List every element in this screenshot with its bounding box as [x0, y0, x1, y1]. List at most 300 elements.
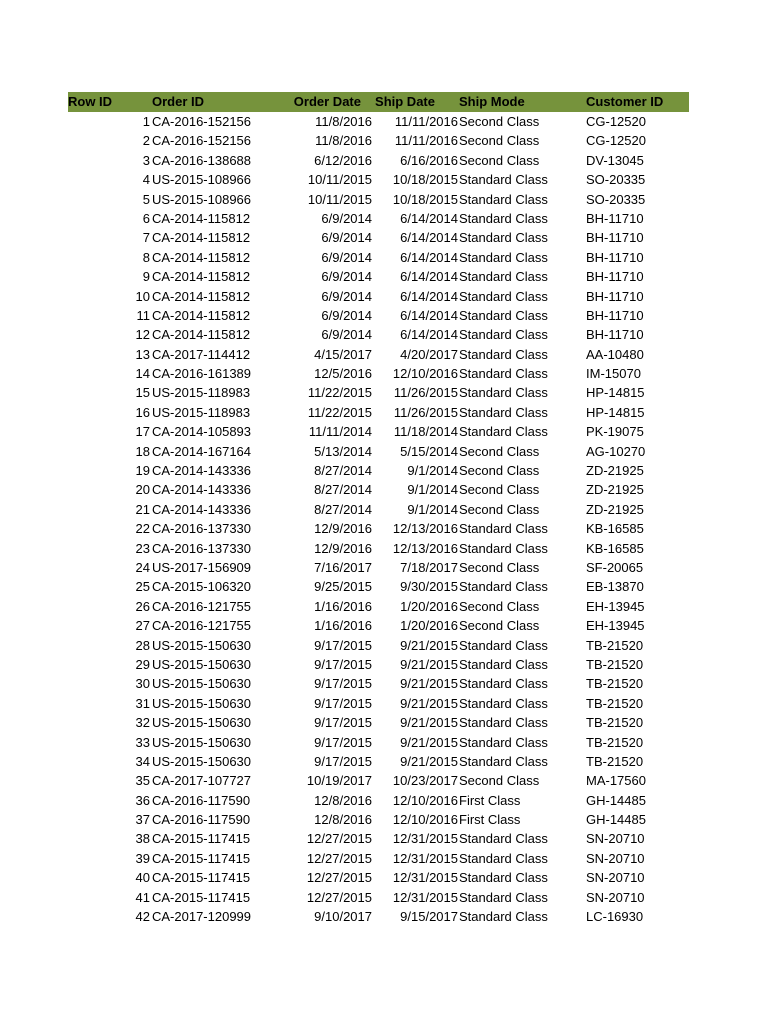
- order-date-cell[interactable]: 5/13/2014: [314, 443, 372, 459]
- row-id-cell[interactable]: 35: [135, 773, 150, 789]
- ship-mode-cell[interactable]: Standard Class: [459, 172, 548, 188]
- order-id-cell[interactable]: CA-2016-137330: [152, 521, 252, 537]
- row-id-cell[interactable]: 28: [135, 637, 150, 653]
- row-id-cell[interactable]: 20: [135, 482, 150, 498]
- table-row: [68, 383, 689, 402]
- order-id-cell[interactable]: CA-2014-115812: [152, 249, 251, 265]
- order-id-cell[interactable]: CA-2014-115812: [152, 307, 251, 323]
- order-date-cell[interactable]: 6/9/2014: [321, 230, 372, 246]
- customer-id-cell[interactable]: GH-14485: [586, 812, 646, 828]
- table-row: [68, 131, 689, 150]
- ship-mode-cell[interactable]: Second Class: [459, 559, 540, 575]
- order-date-cell[interactable]: 6/12/2016: [314, 152, 372, 168]
- ship-mode-cell[interactable]: Standard Class: [459, 288, 548, 304]
- row-id-cell[interactable]: 42: [135, 909, 150, 925]
- customer-id-cell[interactable]: BH-11710: [586, 269, 644, 285]
- customer-id-cell[interactable]: TB-21520: [586, 695, 644, 711]
- row-id-cell[interactable]: 22: [135, 521, 150, 537]
- customer-id-cell[interactable]: BH-11710: [586, 327, 644, 343]
- order-date-cell[interactable]: 10/19/2017: [306, 773, 372, 789]
- customer-id-cell[interactable]: BH-11710: [586, 288, 644, 304]
- order-id-cell[interactable]: US-2015-108966: [152, 172, 252, 188]
- order-id-cell[interactable]: US-2015-150630: [152, 695, 252, 711]
- table-row: [68, 345, 689, 364]
- row-id-cell[interactable]: 39: [135, 850, 150, 866]
- order-date-cell[interactable]: 9/17/2015: [314, 656, 372, 672]
- ship-mode-cell[interactable]: Standard Class: [459, 540, 548, 556]
- order-date-cell[interactable]: 11/11/2014: [308, 424, 372, 440]
- ship-mode-cell[interactable]: Standard Class: [459, 753, 548, 769]
- order-date-cell[interactable]: 6/9/2014: [321, 288, 372, 304]
- orders-table: [68, 92, 689, 926]
- ship-date-cell[interactable]: 11/26/2015: [393, 404, 458, 420]
- customer-id-cell[interactable]: GH-14485: [586, 792, 646, 808]
- order-date-cell[interactable]: 9/17/2015: [314, 715, 372, 731]
- row-id-cell[interactable]: 34: [135, 753, 150, 769]
- order-id-cell[interactable]: CA-2014-167164: [152, 443, 252, 459]
- order-id-cell[interactable]: CA-2014-143336: [152, 482, 252, 498]
- order-id-cell[interactable]: CA-2016-152156: [152, 114, 252, 129]
- ship-mode-cell[interactable]: First Class: [459, 812, 521, 828]
- order-date-cell[interactable]: 9/17/2015: [314, 753, 372, 769]
- order-id-cell[interactable]: CA-2014-115812: [152, 327, 251, 343]
- row-id-cell[interactable]: 33: [135, 734, 150, 750]
- ship-date-cell[interactable]: 12/13/2016: [392, 521, 458, 537]
- customer-id-cell[interactable]: EH-13945: [586, 598, 645, 614]
- order-date-cell[interactable]: 9/25/2015: [314, 579, 372, 595]
- order-date-cell[interactable]: 6/9/2014: [321, 249, 372, 265]
- order-date-cell[interactable]: 10/11/2015: [307, 172, 372, 188]
- customer-id-cell[interactable]: CG-12520: [586, 133, 646, 149]
- table-row: [68, 597, 689, 616]
- order-date-cell[interactable]: 11/22/2015: [307, 385, 372, 401]
- customer-id-cell[interactable]: CG-12520: [586, 114, 646, 129]
- order-id-cell[interactable]: CA-2016-121755: [152, 618, 252, 634]
- order-id-cell[interactable]: CA-2016-138688: [152, 152, 252, 168]
- row-id-cell[interactable]: 37: [135, 812, 150, 828]
- ship-mode-cell[interactable]: Standard Class: [459, 656, 548, 672]
- header-order-id[interactable]: Order ID: [152, 94, 205, 109]
- order-id-cell[interactable]: US-2015-118983: [152, 385, 251, 401]
- ship-mode-cell[interactable]: Standard Class: [459, 385, 548, 401]
- order-date-cell[interactable]: 12/5/2016: [314, 366, 372, 382]
- header-row-id[interactable]: Row ID: [68, 94, 113, 109]
- row-id-cell[interactable]: 23: [135, 540, 150, 556]
- row-id-cell[interactable]: 21: [135, 501, 150, 517]
- row-id-cell[interactable]: 8: [142, 249, 150, 265]
- ship-mode-cell[interactable]: Standard Class: [459, 307, 548, 323]
- order-date-cell[interactable]: 4/15/2017: [314, 346, 372, 362]
- ship-date-cell[interactable]: 10/18/2015: [392, 191, 458, 207]
- ship-mode-cell[interactable]: Second Class: [459, 618, 540, 634]
- table-row: [68, 480, 689, 499]
- table-row: [68, 907, 689, 926]
- ship-date-cell[interactable]: 10/18/2015: [392, 172, 458, 188]
- table-row: [68, 674, 689, 693]
- ship-date-cell[interactable]: 9/21/2015: [400, 676, 458, 692]
- row-id-cell[interactable]: 19: [135, 463, 150, 479]
- ship-mode-cell[interactable]: First Class: [459, 792, 521, 808]
- ship-date-cell[interactable]: 11/11/2016: [394, 133, 458, 149]
- row-id-cell[interactable]: 17: [135, 424, 150, 440]
- row-id-cell[interactable]: 4: [142, 172, 150, 188]
- customer-id-cell[interactable]: BH-11710: [586, 230, 644, 246]
- ship-date-cell[interactable]: 5/15/2014: [400, 443, 458, 459]
- ship-mode-cell[interactable]: Second Class: [459, 463, 540, 479]
- order-date-cell[interactable]: 9/17/2015: [314, 695, 372, 711]
- order-date-cell[interactable]: 12/9/2016: [314, 521, 372, 537]
- order-date-cell[interactable]: 8/27/2014: [314, 463, 372, 479]
- customer-id-cell[interactable]: MA-17560: [586, 773, 646, 789]
- order-id-cell[interactable]: CA-2015-117415: [152, 831, 251, 847]
- ship-mode-cell[interactable]: Standard Class: [459, 230, 548, 246]
- order-id-cell[interactable]: CA-2016-161389: [152, 366, 252, 382]
- ship-mode-cell[interactable]: Standard Class: [459, 424, 548, 440]
- table-row: [68, 461, 689, 480]
- customer-id-cell[interactable]: DV-13045: [586, 152, 644, 168]
- order-id-cell[interactable]: CA-2016-121755: [152, 598, 252, 614]
- table-row: [68, 364, 689, 383]
- order-date-cell[interactable]: 12/27/2015: [306, 850, 372, 866]
- ship-date-cell[interactable]: 11/26/2015: [393, 385, 458, 401]
- customer-id-cell[interactable]: HP-14815: [586, 404, 645, 420]
- ship-date-cell[interactable]: 10/23/2017: [392, 773, 458, 789]
- ship-mode-cell[interactable]: Standard Class: [459, 909, 548, 925]
- row-id-cell[interactable]: 18: [135, 443, 150, 459]
- customer-id-cell[interactable]: BH-11710: [586, 210, 644, 226]
- customer-id-cell[interactable]: TB-21520: [586, 676, 644, 692]
- ship-date-cell[interactable]: 1/20/2016: [400, 618, 458, 634]
- ship-mode-cell[interactable]: Standard Class: [459, 191, 548, 207]
- table-row: [68, 771, 689, 790]
- ship-date-cell[interactable]: 6/14/2014: [400, 269, 458, 285]
- header-order-date[interactable]: Order Date: [293, 94, 361, 109]
- order-date-cell[interactable]: 10/11/2015: [307, 191, 372, 207]
- order-date-cell[interactable]: 12/27/2015: [306, 889, 372, 905]
- ship-date-cell[interactable]: 7/18/2017: [400, 559, 458, 575]
- ship-date-cell[interactable]: 12/31/2015: [392, 831, 458, 847]
- order-date-cell[interactable]: 6/9/2014: [321, 210, 372, 226]
- order-id-cell[interactable]: US-2015-150630: [152, 637, 252, 653]
- order-date-cell[interactable]: 9/10/2017: [314, 909, 372, 925]
- customer-id-cell[interactable]: IM-15070: [586, 366, 641, 382]
- ship-mode-cell[interactable]: Second Class: [459, 482, 540, 498]
- order-date-cell[interactable]: 6/9/2014: [321, 269, 372, 285]
- ship-mode-cell[interactable]: Standard Class: [459, 831, 548, 847]
- customer-id-cell[interactable]: PK-19075: [586, 424, 644, 440]
- table-row: [68, 170, 689, 189]
- row-id-cell[interactable]: 5: [142, 191, 150, 207]
- order-date-cell[interactable]: 8/27/2014: [314, 501, 372, 517]
- table-row: [68, 403, 689, 422]
- customer-id-cell[interactable]: ZD-21925: [586, 501, 644, 517]
- table-row: [68, 228, 689, 247]
- order-date-cell[interactable]: 9/17/2015: [314, 734, 372, 750]
- row-id-cell[interactable]: 12: [135, 327, 150, 343]
- customer-id-cell[interactable]: SN-20710: [586, 870, 645, 886]
- ship-date-cell[interactable]: 9/1/2014: [407, 501, 458, 517]
- table-row: [68, 539, 689, 558]
- customer-id-cell[interactable]: BH-11710: [586, 307, 644, 323]
- table-row: [68, 888, 689, 907]
- table-body: [68, 112, 689, 926]
- ship-mode-cell[interactable]: Standard Class: [459, 715, 548, 731]
- order-id-cell[interactable]: CA-2016-117590: [152, 792, 251, 808]
- customer-id-cell[interactable]: ZD-21925: [586, 482, 644, 498]
- customer-id-cell[interactable]: BH-11710: [586, 249, 644, 265]
- order-date-cell[interactable]: 9/17/2015: [314, 637, 372, 653]
- ship-mode-cell[interactable]: Standard Class: [459, 850, 548, 866]
- table-row: [68, 151, 689, 170]
- ship-mode-cell[interactable]: Second Class: [459, 152, 540, 168]
- customer-id-cell[interactable]: TB-21520: [586, 753, 644, 769]
- order-id-cell[interactable]: US-2015-150630: [152, 753, 252, 769]
- table-row: [68, 577, 689, 596]
- row-id-cell[interactable]: 14: [135, 366, 150, 382]
- table-row: [68, 558, 689, 577]
- ship-date-cell[interactable]: 9/21/2015: [400, 656, 458, 672]
- order-id-cell[interactable]: CA-2015-117415: [152, 889, 251, 905]
- table-row: [68, 112, 689, 131]
- row-id-cell[interactable]: 1: [142, 114, 150, 129]
- customer-id-cell[interactable]: SN-20710: [586, 831, 645, 847]
- table-row: [68, 791, 689, 810]
- ship-date-cell[interactable]: 12/10/2016: [392, 792, 458, 808]
- order-id-cell[interactable]: CA-2014-115812: [152, 230, 251, 246]
- table-row: [68, 829, 689, 848]
- ship-date-cell[interactable]: 6/14/2014: [400, 210, 458, 226]
- customer-id-cell[interactable]: SO-20335: [586, 191, 646, 207]
- customer-id-cell[interactable]: KB-16585: [586, 540, 644, 556]
- order-id-cell[interactable]: US-2015-150630: [152, 676, 252, 692]
- customer-id-cell[interactable]: TB-21520: [586, 734, 644, 750]
- ship-date-cell[interactable]: 9/21/2015: [400, 715, 458, 731]
- order-id-cell[interactable]: US-2017-156909: [152, 559, 252, 575]
- ship-date-cell[interactable]: 6/16/2016: [400, 152, 458, 168]
- row-id-cell[interactable]: 38: [135, 831, 150, 847]
- ship-mode-cell[interactable]: Standard Class: [459, 579, 548, 595]
- order-date-cell[interactable]: 1/16/2016: [314, 598, 372, 614]
- order-date-cell[interactable]: 1/16/2016: [314, 618, 372, 634]
- table-row: [68, 810, 689, 829]
- order-id-cell[interactable]: CA-2015-106320: [152, 579, 252, 595]
- ship-date-cell[interactable]: 12/31/2015: [392, 870, 458, 886]
- row-id-cell[interactable]: 24: [135, 559, 150, 575]
- order-date-cell[interactable]: 11/22/2015: [307, 404, 372, 420]
- ship-date-cell[interactable]: 9/15/2017: [400, 909, 458, 925]
- ship-date-cell[interactable]: 9/21/2015: [400, 637, 458, 653]
- table-row: [68, 422, 689, 441]
- customer-id-cell[interactable]: SN-20710: [586, 850, 645, 866]
- order-id-cell[interactable]: CA-2014-115812: [152, 210, 251, 226]
- row-id-cell[interactable]: 2: [142, 133, 150, 149]
- order-date-cell[interactable]: 12/8/2016: [314, 812, 372, 828]
- ship-mode-cell[interactable]: Standard Class: [459, 695, 548, 711]
- ship-mode-cell[interactable]: Standard Class: [459, 676, 548, 692]
- row-id-cell[interactable]: 9: [142, 269, 150, 285]
- ship-date-cell[interactable]: 9/1/2014: [407, 463, 458, 479]
- row-id-cell[interactable]: 25: [135, 579, 150, 595]
- customer-id-cell[interactable]: LC-16930: [586, 909, 644, 925]
- order-date-cell[interactable]: 12/9/2016: [314, 540, 372, 556]
- ship-mode-cell[interactable]: Second Class: [459, 443, 540, 459]
- ship-mode-cell[interactable]: Standard Class: [459, 734, 548, 750]
- table-row: [68, 519, 689, 538]
- table-row: [68, 287, 689, 306]
- row-id-cell[interactable]: 29: [135, 656, 150, 672]
- ship-date-cell[interactable]: 12/31/2015: [392, 889, 458, 905]
- row-id-cell[interactable]: 3: [142, 152, 150, 168]
- ship-date-cell[interactable]: 6/14/2014: [400, 307, 458, 323]
- table-row: [68, 190, 689, 209]
- row-id-cell[interactable]: 40: [135, 870, 150, 886]
- order-date-cell[interactable]: 7/16/2017: [314, 559, 372, 575]
- order-date-cell[interactable]: 9/17/2015: [314, 676, 372, 692]
- ship-mode-cell[interactable]: Second Class: [459, 598, 540, 614]
- header-ship-date[interactable]: Ship Date: [375, 94, 435, 109]
- table-row: [68, 713, 689, 732]
- customer-id-cell[interactable]: HP-14815: [586, 385, 645, 401]
- table-row: [68, 868, 689, 887]
- row-id-cell[interactable]: 27: [135, 618, 150, 634]
- row-id-cell[interactable]: 30: [135, 676, 150, 692]
- customer-id-cell[interactable]: ZD-21925: [586, 463, 644, 479]
- ship-date-cell[interactable]: 9/30/2015: [400, 579, 458, 595]
- customer-id-cell[interactable]: EB-13870: [586, 579, 644, 595]
- order-id-cell[interactable]: CA-2015-117415: [152, 850, 251, 866]
- customer-id-cell[interactable]: SO-20335: [586, 172, 646, 188]
- header-ship-mode[interactable]: Ship Mode: [459, 94, 525, 109]
- row-id-cell[interactable]: 6: [142, 210, 150, 226]
- order-id-cell[interactable]: CA-2016-137330: [152, 540, 252, 556]
- ship-date-cell[interactable]: 1/20/2016: [400, 598, 458, 614]
- customer-id-cell[interactable]: AG-10270: [586, 443, 646, 459]
- customer-id-cell[interactable]: AA-10480: [586, 346, 644, 362]
- order-id-cell[interactable]: CA-2014-115812: [152, 288, 251, 304]
- table-row: [68, 306, 689, 325]
- customer-id-cell[interactable]: SN-20710: [586, 889, 645, 905]
- ship-date-cell[interactable]: 12/31/2015: [392, 850, 458, 866]
- customer-id-cell[interactable]: TB-21520: [586, 715, 644, 731]
- order-date-cell[interactable]: 12/8/2016: [314, 792, 372, 808]
- table-row: [68, 500, 689, 519]
- ship-date-cell[interactable]: 9/1/2014: [407, 482, 458, 498]
- order-id-cell[interactable]: CA-2016-117590: [152, 812, 251, 828]
- table-row: [68, 248, 689, 267]
- ship-mode-cell[interactable]: Standard Class: [459, 366, 548, 382]
- row-id-cell[interactable]: 7: [142, 230, 150, 246]
- order-id-cell[interactable]: CA-2014-105893: [152, 424, 252, 440]
- row-id-cell[interactable]: 16: [135, 404, 150, 420]
- ship-date-cell[interactable]: 4/20/2017: [400, 346, 458, 362]
- order-id-cell[interactable]: CA-2017-114412: [152, 346, 251, 362]
- ship-date-cell[interactable]: 12/10/2016: [392, 366, 458, 382]
- order-id-cell[interactable]: US-2015-118983: [152, 404, 251, 420]
- table-row: [68, 694, 689, 713]
- ship-mode-cell[interactable]: Standard Class: [459, 870, 548, 886]
- ship-mode-cell[interactable]: Standard Class: [459, 521, 548, 537]
- row-id-cell[interactable]: 15: [135, 385, 150, 401]
- order-id-cell[interactable]: CA-2014-115812: [152, 269, 251, 285]
- ship-date-cell[interactable]: 6/14/2014: [400, 249, 458, 265]
- row-id-cell[interactable]: 36: [135, 792, 150, 808]
- ship-mode-cell[interactable]: Standard Class: [459, 269, 548, 285]
- row-id-cell[interactable]: 11: [136, 307, 150, 323]
- row-id-cell[interactable]: 31: [135, 695, 150, 711]
- ship-mode-cell[interactable]: Standard Class: [459, 889, 548, 905]
- table-row: [68, 636, 689, 655]
- ship-mode-cell[interactable]: Standard Class: [459, 249, 548, 265]
- order-id-cell[interactable]: US-2015-150630: [152, 734, 252, 750]
- order-id-cell[interactable]: US-2015-150630: [152, 656, 252, 672]
- row-id-cell[interactable]: 32: [135, 715, 150, 731]
- order-date-cell[interactable]: 12/27/2015: [306, 870, 372, 886]
- order-id-cell[interactable]: CA-2017-107727: [152, 773, 252, 789]
- table-row: [68, 442, 689, 461]
- ship-mode-cell[interactable]: Standard Class: [459, 210, 548, 226]
- customer-id-cell[interactable]: SF-20065: [586, 559, 644, 575]
- ship-date-cell[interactable]: 6/14/2014: [400, 327, 458, 343]
- row-id-cell[interactable]: 26: [135, 598, 150, 614]
- customer-id-cell[interactable]: KB-16585: [586, 521, 644, 537]
- ship-mode-cell[interactable]: Second Class: [459, 114, 540, 129]
- order-date-cell[interactable]: 11/8/2016: [315, 114, 372, 129]
- order-id-cell[interactable]: CA-2014-143336: [152, 501, 252, 517]
- ship-mode-cell[interactable]: Standard Class: [459, 404, 548, 420]
- row-id-cell[interactable]: 41: [135, 889, 150, 905]
- order-id-cell[interactable]: US-2015-108966: [152, 191, 252, 207]
- ship-date-cell[interactable]: 6/14/2014: [400, 288, 458, 304]
- ship-mode-cell[interactable]: Second Class: [459, 773, 540, 789]
- table-row: [68, 752, 689, 771]
- order-id-cell[interactable]: CA-2014-143336: [152, 463, 252, 479]
- ship-date-cell[interactable]: 11/11/2016: [394, 114, 458, 129]
- header-customer-id[interactable]: Customer ID: [586, 94, 664, 109]
- table-row: [68, 267, 689, 286]
- order-date-cell[interactable]: 11/8/2016: [315, 133, 372, 149]
- customer-id-cell[interactable]: TB-21520: [586, 637, 644, 653]
- ship-date-cell[interactable]: 6/14/2014: [400, 230, 458, 246]
- ship-date-cell[interactable]: 11/18/2014: [393, 424, 458, 440]
- table-row: [68, 325, 689, 344]
- ship-date-cell[interactable]: 9/21/2015: [400, 734, 458, 750]
- order-id-cell[interactable]: CA-2015-117415: [152, 870, 251, 886]
- ship-mode-cell[interactable]: Second Class: [459, 501, 540, 517]
- customer-id-cell[interactable]: TB-21520: [586, 656, 644, 672]
- order-date-cell[interactable]: 6/9/2014: [321, 307, 372, 323]
- order-date-cell[interactable]: 12/27/2015: [306, 831, 372, 847]
- ship-mode-cell[interactable]: Standard Class: [459, 346, 548, 362]
- ship-date-cell[interactable]: 12/13/2016: [392, 540, 458, 556]
- header-row: [68, 92, 689, 112]
- ship-mode-cell[interactable]: Standard Class: [459, 637, 548, 653]
- order-id-cell[interactable]: CA-2017-120999: [152, 909, 252, 925]
- order-date-cell[interactable]: 8/27/2014: [314, 482, 372, 498]
- order-id-cell[interactable]: CA-2016-152156: [152, 133, 252, 149]
- table-row: [68, 733, 689, 752]
- ship-date-cell[interactable]: 12/10/2016: [392, 812, 458, 828]
- ship-date-cell[interactable]: 9/21/2015: [400, 695, 458, 711]
- ship-mode-cell[interactable]: Standard Class: [459, 327, 548, 343]
- order-id-cell[interactable]: US-2015-150630: [152, 715, 252, 731]
- customer-id-cell[interactable]: EH-13945: [586, 618, 645, 634]
- order-date-cell[interactable]: 6/9/2014: [321, 327, 372, 343]
- ship-date-cell[interactable]: 9/21/2015: [400, 753, 458, 769]
- row-id-cell[interactable]: 10: [135, 288, 150, 304]
- row-id-cell[interactable]: 13: [135, 346, 150, 362]
- ship-mode-cell[interactable]: Second Class: [459, 133, 540, 149]
- table-row: [68, 849, 689, 868]
